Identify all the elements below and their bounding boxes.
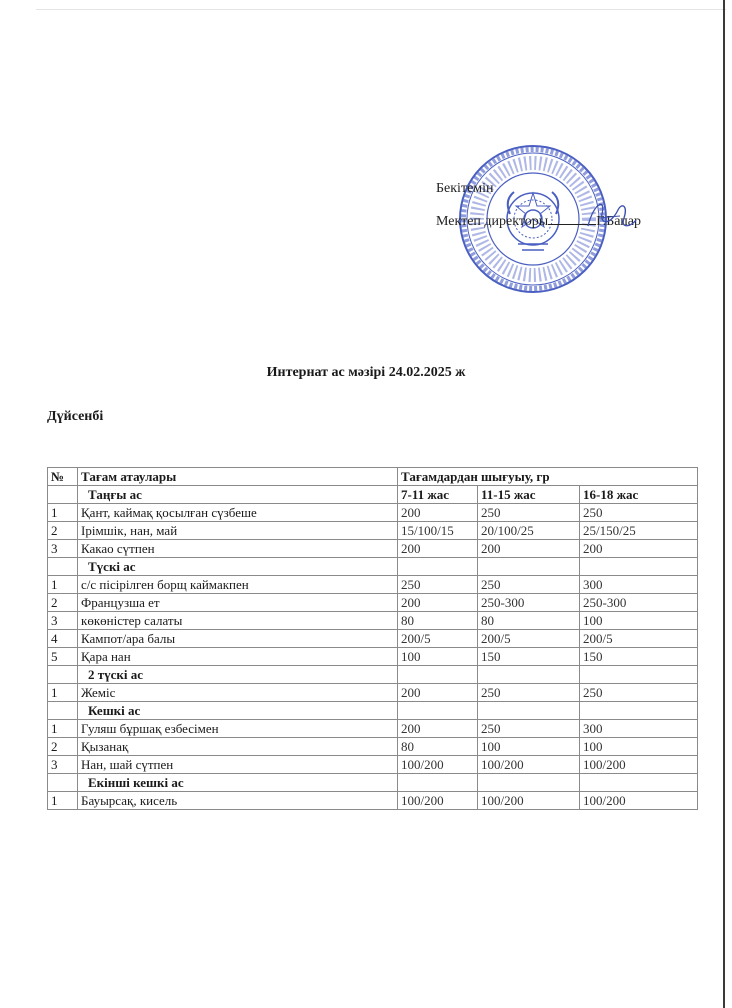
portion-value: 100/200 (478, 756, 580, 774)
item-number: 1 (48, 504, 78, 522)
director-position: Мектеп директоры (436, 214, 549, 229)
item-number: 1 (48, 720, 78, 738)
empty-cell (478, 666, 580, 684)
dish-name: Какао сүтпен (78, 540, 398, 558)
meal-number-cell (48, 774, 78, 792)
meal-name: Кешкі ас (78, 702, 398, 720)
portion-value: 100 (398, 648, 478, 666)
meal-section-row (48, 702, 698, 720)
item-number: 1 (48, 684, 78, 702)
empty-cell (580, 774, 698, 792)
dish-name: Ірімшік, нан, май (78, 522, 398, 540)
meal-name: Екінші кешкі ас (78, 774, 398, 792)
item-number: 5 (48, 648, 78, 666)
approval-title: Бекітемін (436, 181, 494, 196)
item-number: 3 (48, 540, 78, 558)
portion-value: 250 (478, 720, 580, 738)
table-row (48, 612, 698, 630)
portion-value: 25/150/25 (580, 522, 698, 540)
dish-name: Бауырсақ, кисель (78, 792, 398, 810)
handwritten-signature (580, 196, 640, 236)
portion-value: 100/200 (478, 792, 580, 810)
portion-value: 200 (478, 540, 580, 558)
header-number: № (48, 468, 78, 486)
portion-value: 80 (398, 612, 478, 630)
table-row (48, 738, 698, 756)
age-group-header: 7-11 жас (398, 486, 478, 504)
empty-cell (398, 774, 478, 792)
table-row (48, 684, 698, 702)
dish-name: Французша ет (78, 594, 398, 612)
portion-value: 200 (398, 594, 478, 612)
empty-cell (478, 774, 580, 792)
age-group-header: 11-15 жас (478, 486, 580, 504)
portion-value: 15/100/15 (398, 522, 478, 540)
table-row (48, 522, 698, 540)
table-row (48, 504, 698, 522)
portion-value: 200 (580, 540, 698, 558)
portion-value: 20/100/25 (478, 522, 580, 540)
portion-value: 250-300 (580, 594, 698, 612)
portion-value: 80 (398, 738, 478, 756)
portion-value: 100/200 (398, 756, 478, 774)
portion-value: 200 (398, 540, 478, 558)
empty-cell (478, 702, 580, 720)
portion-value: 100/200 (580, 792, 698, 810)
item-number: 2 (48, 594, 78, 612)
dish-name: көкөністер салаты (78, 612, 398, 630)
portion-value: 250 (580, 684, 698, 702)
meal-number-cell (48, 486, 78, 504)
document-title: Интернат ас мәзірі 24.02.2025 ж (266, 365, 466, 380)
portion-value: 100 (580, 612, 698, 630)
empty-cell (398, 702, 478, 720)
empty-cell (398, 558, 478, 576)
portion-value: 200 (398, 720, 478, 738)
table-row (48, 594, 698, 612)
portion-value: 200 (398, 684, 478, 702)
scan-edge (36, 9, 726, 10)
item-number: 3 (48, 756, 78, 774)
portion-value: 100 (580, 738, 698, 756)
scan-edge (723, 0, 725, 1008)
portion-value: 200/5 (398, 630, 478, 648)
item-number: 1 (48, 576, 78, 594)
table-row (48, 720, 698, 738)
dish-name: Гуляш бұршақ езбесімен (78, 720, 398, 738)
meal-section-row (48, 486, 698, 504)
dish-name: Нан, шай сүтпен (78, 756, 398, 774)
empty-cell (580, 666, 698, 684)
header-dish-names: Тағам атаулары (78, 468, 398, 486)
table-row (48, 648, 698, 666)
dish-name: Кампот/ара балы (78, 630, 398, 648)
menu-table (47, 467, 698, 810)
dish-name: Қызанақ (78, 738, 398, 756)
item-number: 3 (48, 612, 78, 630)
table-row (48, 792, 698, 810)
meal-section-row (48, 774, 698, 792)
meal-number-cell (48, 666, 78, 684)
meal-name: Таңғы ас (78, 486, 398, 504)
meal-number-cell (48, 558, 78, 576)
dish-name: Қара нан (78, 648, 398, 666)
portion-value: 250 (580, 504, 698, 522)
header-output: Тағамдардан шығуыу, гр (398, 468, 698, 486)
dish-name: с/с пісірілген борщ каймакпен (78, 576, 398, 594)
meal-section-row (48, 666, 698, 684)
day-label: Дүйсенбі (47, 409, 104, 424)
dish-name: Жеміс (78, 684, 398, 702)
portion-value: 250 (398, 576, 478, 594)
table-row (48, 630, 698, 648)
portion-value: 80 (478, 612, 580, 630)
age-group-header: 16-18 жас (580, 486, 698, 504)
dish-name: Қант, каймақ қосылған сүзбеше (78, 504, 398, 522)
meal-name: Түскі ас (78, 558, 398, 576)
item-number: 2 (48, 738, 78, 756)
table-row (48, 756, 698, 774)
item-number: 2 (48, 522, 78, 540)
item-number: 4 (48, 630, 78, 648)
portion-value: 100/200 (398, 792, 478, 810)
portion-value: 300 (580, 720, 698, 738)
empty-cell (580, 558, 698, 576)
empty-cell (580, 702, 698, 720)
portion-value: 300 (580, 576, 698, 594)
meal-section-row (48, 558, 698, 576)
empty-cell (398, 666, 478, 684)
menu-table-body (48, 468, 698, 810)
portion-value: 150 (580, 648, 698, 666)
portion-value: 200/5 (580, 630, 698, 648)
portion-value: 250-300 (478, 594, 580, 612)
meal-name: 2 түскі ас (78, 666, 398, 684)
empty-cell (478, 558, 580, 576)
portion-value: 250 (478, 684, 580, 702)
portion-value: 200 (398, 504, 478, 522)
portion-value: 100 (478, 738, 580, 756)
portion-value: 250 (478, 576, 580, 594)
table-row (48, 540, 698, 558)
portion-value: 250 (478, 504, 580, 522)
table-header-row (48, 468, 698, 486)
portion-value: 100/200 (580, 756, 698, 774)
item-number: 1 (48, 792, 78, 810)
meal-number-cell (48, 702, 78, 720)
portion-value: 200/5 (478, 630, 580, 648)
table-row (48, 576, 698, 594)
director-name: Г.Бапар (596, 214, 642, 229)
portion-value: 150 (478, 648, 580, 666)
